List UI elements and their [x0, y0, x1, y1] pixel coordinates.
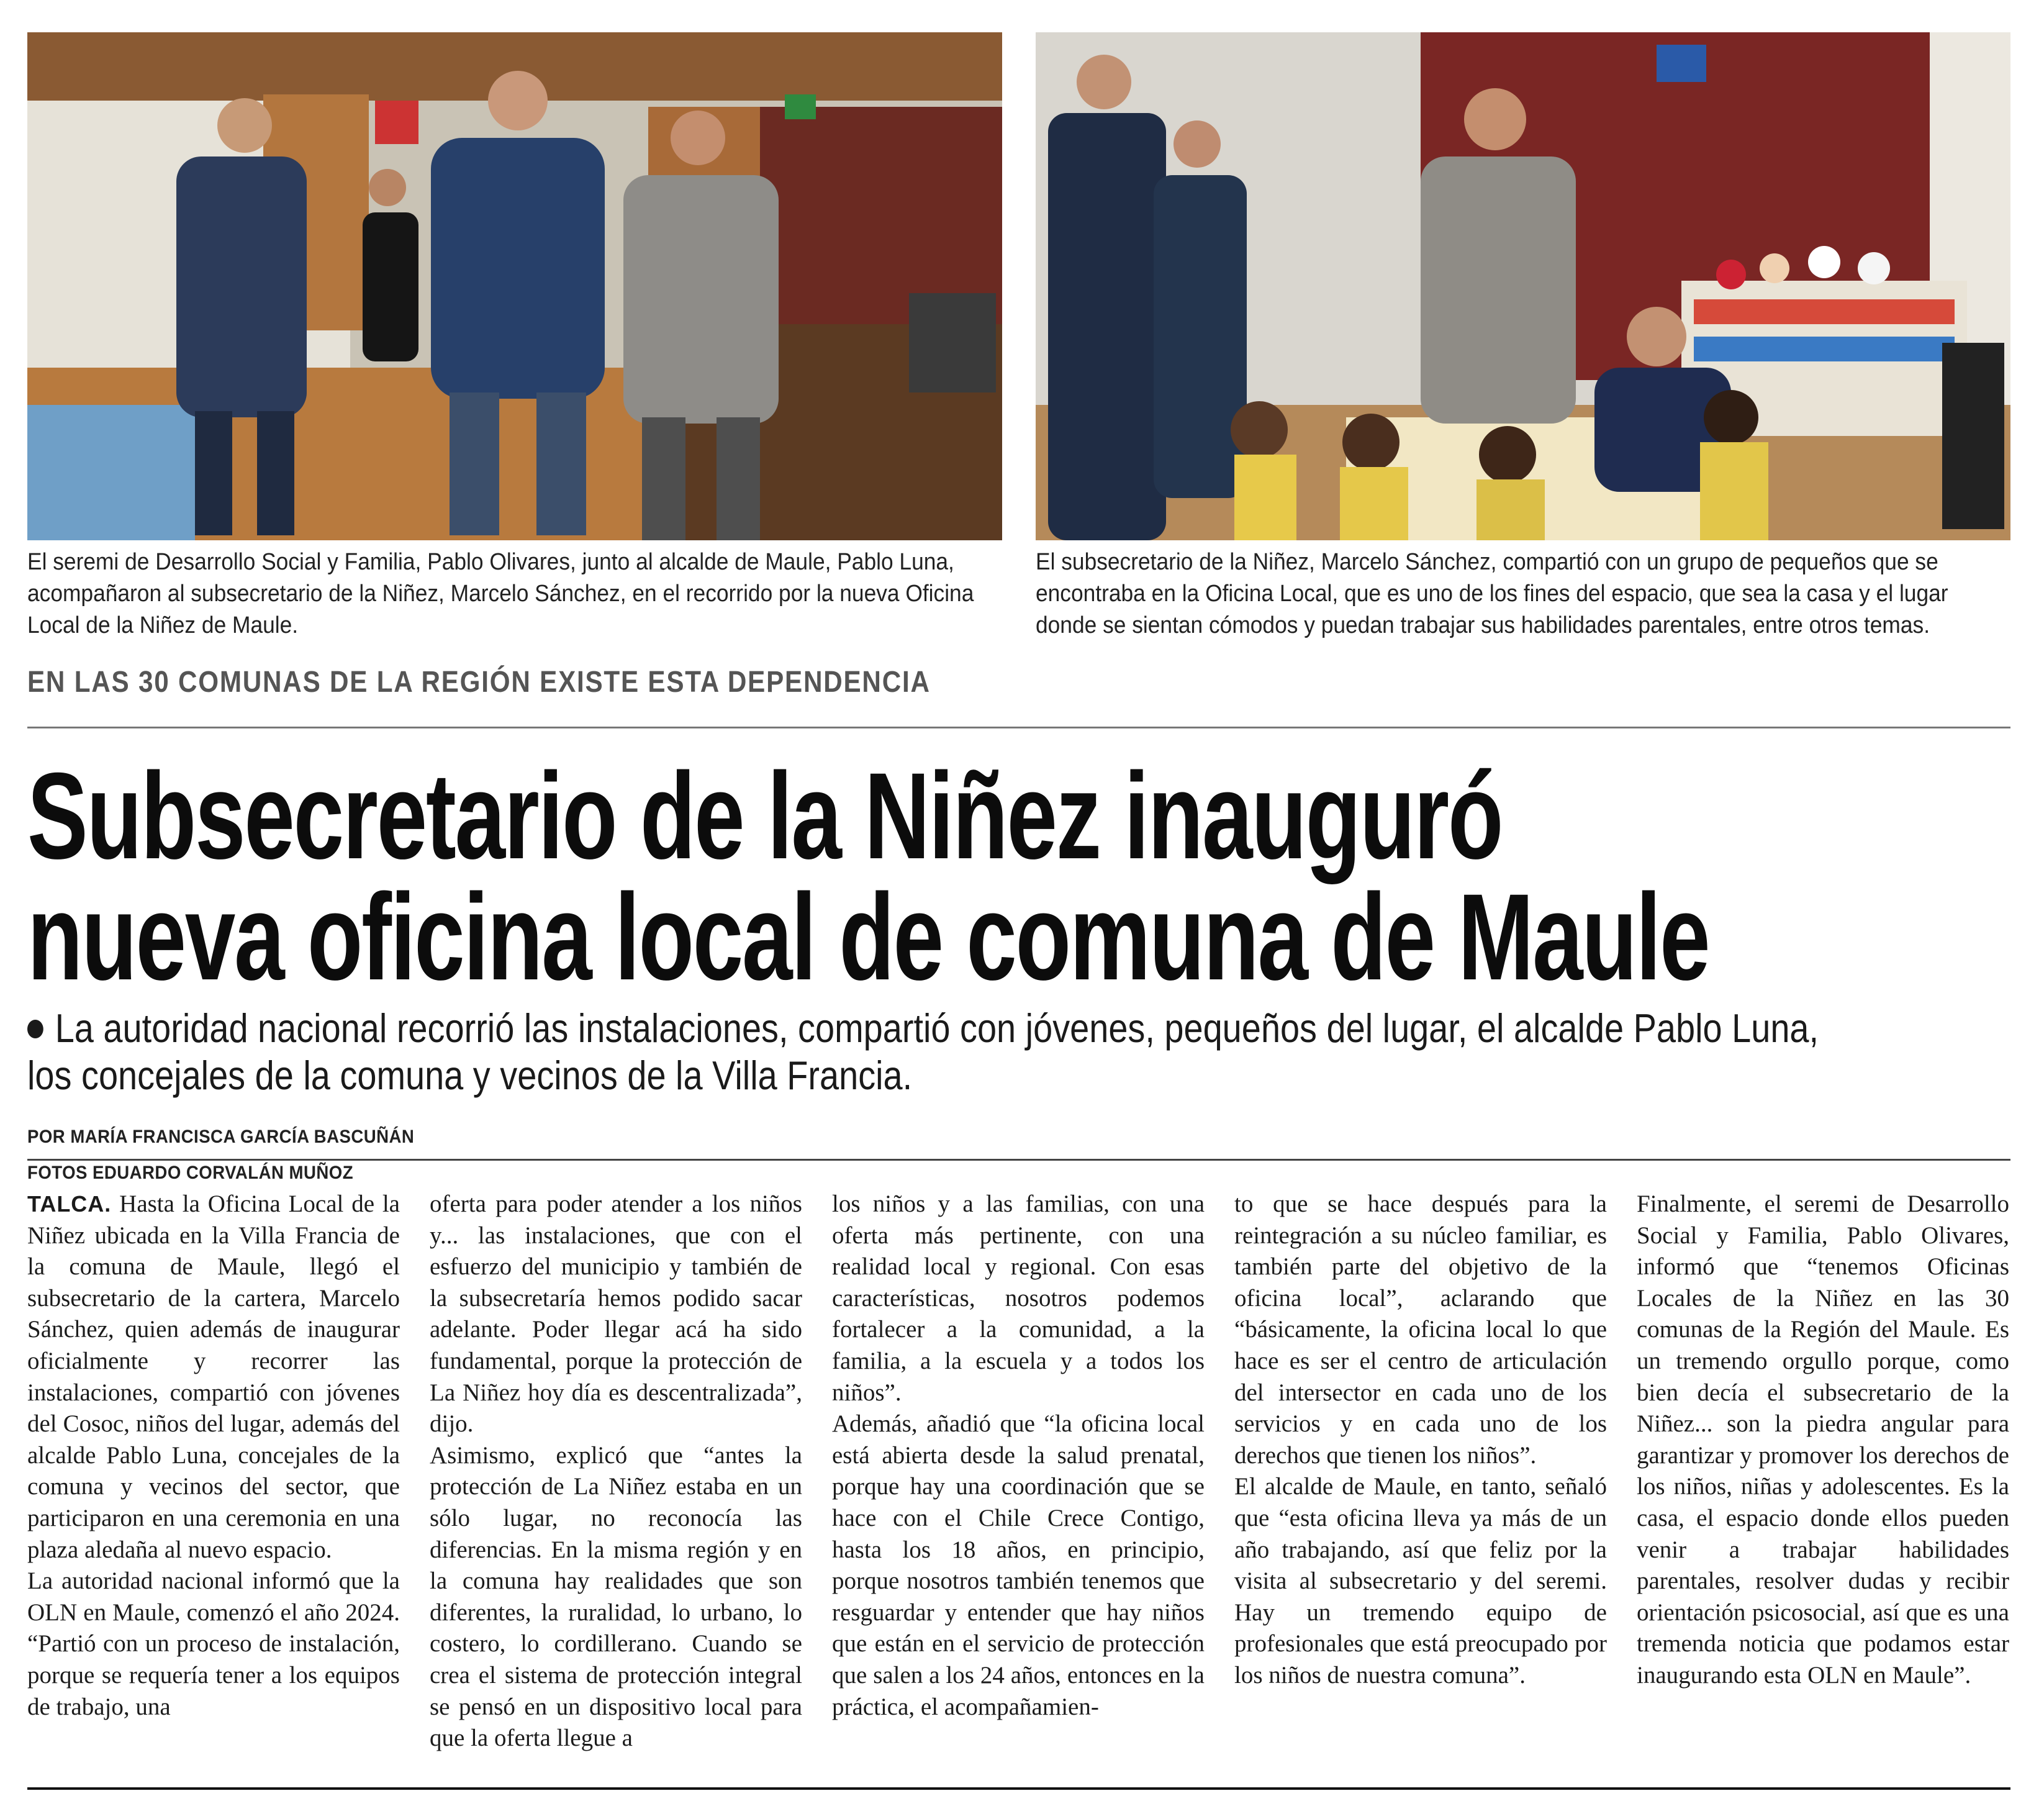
body-paragraph: los niños y a las familias, con una oferta más pertinente, con una realidad local y regional. Con esas características, nosotros podemos fortalecer a la comunidad, a la familia, a la escuela y a todos los niños”.: [832, 1191, 1205, 1406]
divider-top: [27, 727, 2010, 728]
photo-officials-tour: [27, 32, 1002, 540]
body-column-4: [1234, 1189, 1607, 1692]
body-paragraph: oferta para poder atender a los niños y... las instalaciones, que con el esfuerzo del municipio y también de la subsecretaría hemos podido sacar adelante. Poder llegar acá ha sido fundamental, porque la protección de La Niñez hoy día es descentralizada”, dijo.: [430, 1191, 802, 1438]
photo-children-table-image: [1036, 32, 2010, 540]
body-column-1: [27, 1189, 400, 1723]
divider-bottom: [27, 1787, 2010, 1790]
dateline: TALCA.: [27, 1191, 112, 1217]
body-column-5: [1637, 1189, 2009, 1692]
body-paragraph: Asimismo, explicó que “antes la protección de La Niñez estaba en un sólo lugar, no reconocía las diferencias. En la misma región y en la comuna hay realidades que son diferentes, la ruralidad, lo urbano, lo costero, lo cordillerano. Cuando se crea el sistema de protección integral se pensó en un dispositivo local para que la oferta llegue a: [430, 1441, 802, 1752]
summary-text: La autoridad nacional recorrió las instalaciones, compartió con jóvenes, pequeños del lugar, el alcalde Pablo Luna, los concejales de la comuna y vecinos de la Villa Francia.: [27, 1005, 1819, 1098]
photo-children-table: [1036, 32, 2010, 540]
bullet-icon: [27, 1020, 43, 1038]
body-paragraph: El alcalde de Maule, en tanto, señaló que “esta oficina lleva ya más de un año trabajando, así que feliz por la visita al subsecretario y del seremi. Hay un tremendo equipo de profesionales que está preocupado por los niños de nuestra comuna”.: [1234, 1473, 1607, 1689]
divider-byline: [27, 1159, 2010, 1161]
body-column-2: [430, 1189, 802, 1754]
summary-bullet: [27, 1005, 1843, 1099]
photo-officials-tour-image: [27, 32, 1002, 540]
body-paragraph: [27, 1189, 400, 1566]
photo-caption-left: El seremi de Desarrollo Social y Familia, Pablo Olivares, junto al alcalde de Maule, Pablo Luna, acompañaron al subsecretario de la Niñez, Marcelo Sánchez, en el recorrido por la nueva Oficina Local de la Niñez de Maule.: [27, 549, 974, 638]
body-paragraph: La autoridad nacional informó que la OLN en Maule, comenzó el año 2024. “Partió con un proceso de instalación, porque se requería tener a los equipos de trabajo, una: [27, 1567, 400, 1720]
headline-line-2: nueva oficina local de comuna de Maule: [27, 868, 1709, 1005]
body-text: Hasta la Oficina Local de la Niñez ubicada en la Villa Francia de la comuna de Maule, llegó el subsecretario de la cartera, Marcelo Sánchez, quien además de inaugurar oficialmente y recorrer las instalaciones, compartió con jóvenes del Cosoc, niños del lugar, además del alcalde Pablo Luna, concejales de la comuna y vecinos del sector, que participaron en una ceremonia en una plaza aledaña al nuevo espacio.: [27, 1191, 400, 1563]
kicker: EN LAS 30 COMUNAS DE LA REGIÓN EXISTE ESTA DEPENDENCIA: [27, 666, 931, 699]
body-paragraph: to que se hace después para la reintegración a su núcleo familiar, es también parte del objetivo de la oficina local”, aclarando que “básicamente, la oficina local lo que hace es ser el centro de articulación del intersector en cada uno de los servicios y en cada uno de los derechos que tienen los niños”.: [1234, 1191, 1607, 1469]
body-paragraph: Finalmente, el seremi de Desarrollo Social y Familia, Pablo Olivares, informó que “tenemos Oficinas Locales de la Niñez en las 30 comunas de la Región del Maule. Es un tremendo orgullo porque, como bien decía el subsecretario de la Niñez... son la piedra angular para garantizar y promover los derechos de los niños, niñas y adolescentes. Es la casa, el espacio donde ellos pueden venir a trabajar habilidades parentales, resolver dudas y recibir orientación psicosocial, así que es una tremenda noticia que podamos estar inaugurando esta OLN en Maule”.: [1637, 1191, 2009, 1689]
headline-line-1: Subsecretario de la Niñez inauguró: [27, 747, 1503, 884]
body-paragraph: Además, añadió que “la oficina local está abierta desde la salud prenatal, porque hay una coordinación que se hace con el Chile Crece Contigo, hasta los 18 años, en principio, porque nosotros también tenemos que resguardar y entender que hay niños que están en el servicio de protección que salen a los 24 años, entonces en la práctica, el acompañamien-: [832, 1410, 1205, 1720]
byline: POR MARÍA FRANCISCA GARCÍA BASCUÑÁN: [27, 1127, 415, 1147]
photo-caption-right: El subsecretario de la Niñez, Marcelo Sánchez, compartió con un grupo de pequeños que se encontraba en la Oficina Local, que es uno de los fines del espacio, que sea la casa y el lugar donde se sientan cómodos y puedan trabajar sus habilidades parentales, entre otros temas.: [1036, 549, 1948, 638]
body-column-3: [832, 1189, 1205, 1723]
photo-credit: FOTOS EDUARDO CORVALÁN MUÑOZ: [27, 1163, 354, 1183]
